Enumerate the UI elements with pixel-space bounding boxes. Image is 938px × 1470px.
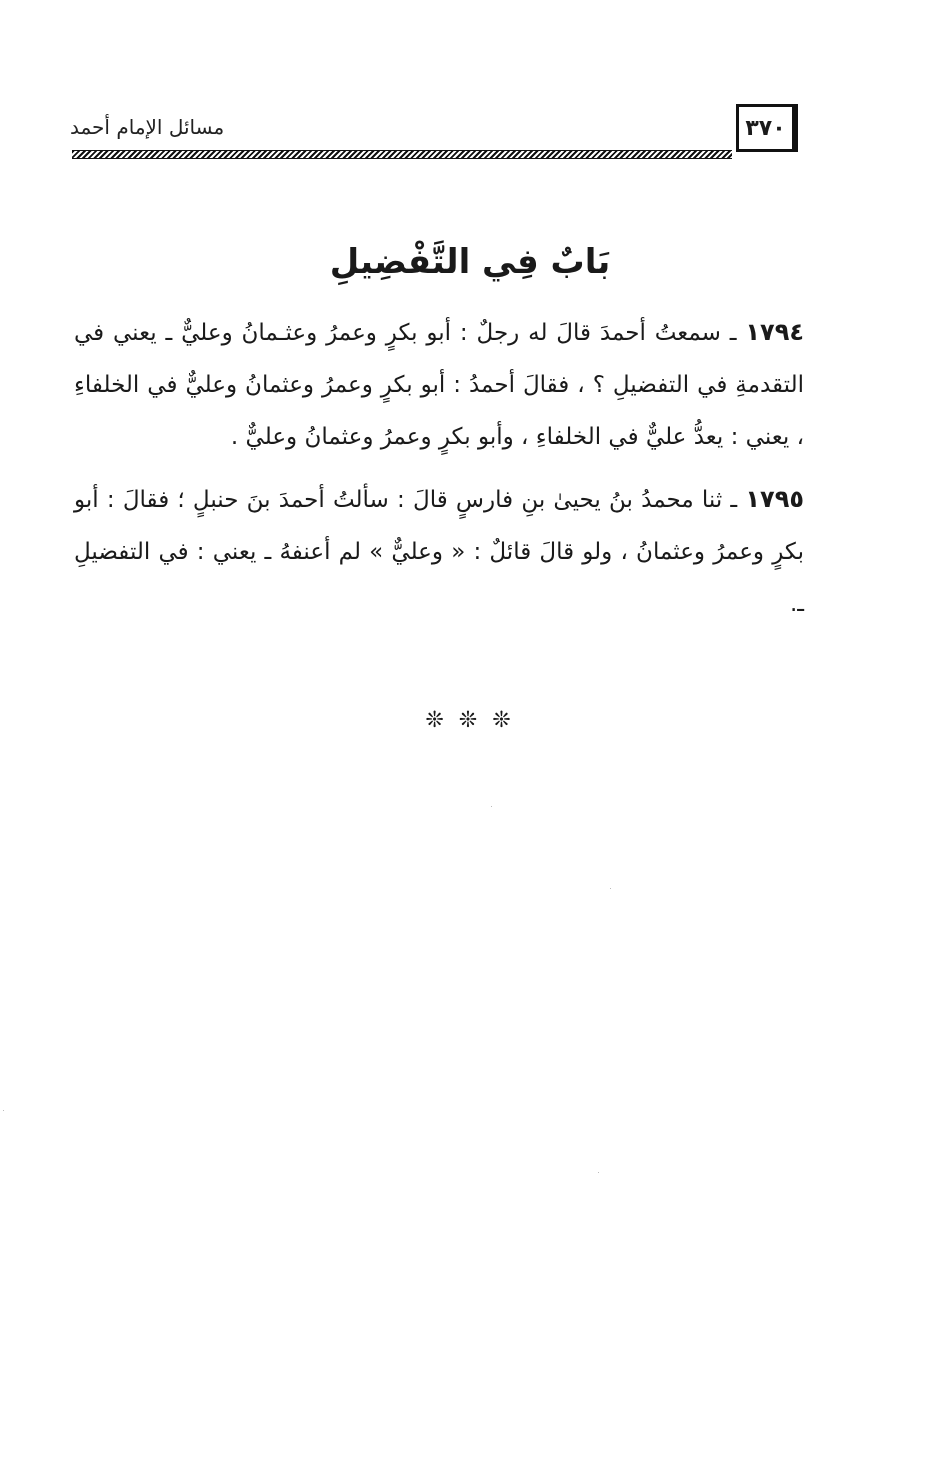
entry-dash: ـ bbox=[722, 487, 746, 513]
running-title: مسائل الإمام أحمد bbox=[70, 115, 225, 139]
paper-speck bbox=[3, 1110, 4, 1111]
entry-text: ثنا محمدُ بنُ يحيىٰ بنِ فارسٍ قالَ : سألتُ أحمدَ بنَ حنبلٍ ؛ فقالَ : أبو بكرٍ وعمرُ وعثمانُ ، ولو قالَ قائلٌ : « وعليٌّ » لم أعنفهُ ـ يعني : في التفضيلِ ـ. bbox=[74, 487, 804, 617]
body-text bbox=[74, 306, 804, 640]
entry-number: ١٧٩٥ bbox=[745, 485, 804, 513]
chapter-title: بَابٌ فِي التَّفْضِيلِ bbox=[329, 242, 611, 282]
paper-speck bbox=[610, 888, 611, 889]
section-separator: ❊ ❊ ❊ bbox=[425, 708, 515, 733]
header-rule bbox=[72, 150, 732, 159]
entry-1794 bbox=[74, 306, 804, 463]
page-number: ٣٧٠ bbox=[736, 104, 798, 152]
entry-text: سمعتُ أحمدَ قالَ له رجلٌ : أبو بكرٍ وعمرُ وعثـمانُ وعليٌّ ـ يعني في التقدمةِ في التفضيلِ ؟ ، فقالَ أحمدُ : أبو بكرٍ وعمرُ وعثمانُ وعليٌّ في الخلفاءِ ، يعني : يعدُّ عليٌّ في الخلفاءِ ، وأبو بكرٍ وعمرُ وعثمانُ وعليٌّ . bbox=[74, 320, 804, 450]
entry-dash: ـ bbox=[720, 320, 746, 346]
paper-speck bbox=[491, 806, 492, 807]
entry-1795 bbox=[74, 473, 804, 630]
paper-speck bbox=[598, 1172, 599, 1173]
entry-number: ١٧٩٤ bbox=[745, 318, 804, 346]
